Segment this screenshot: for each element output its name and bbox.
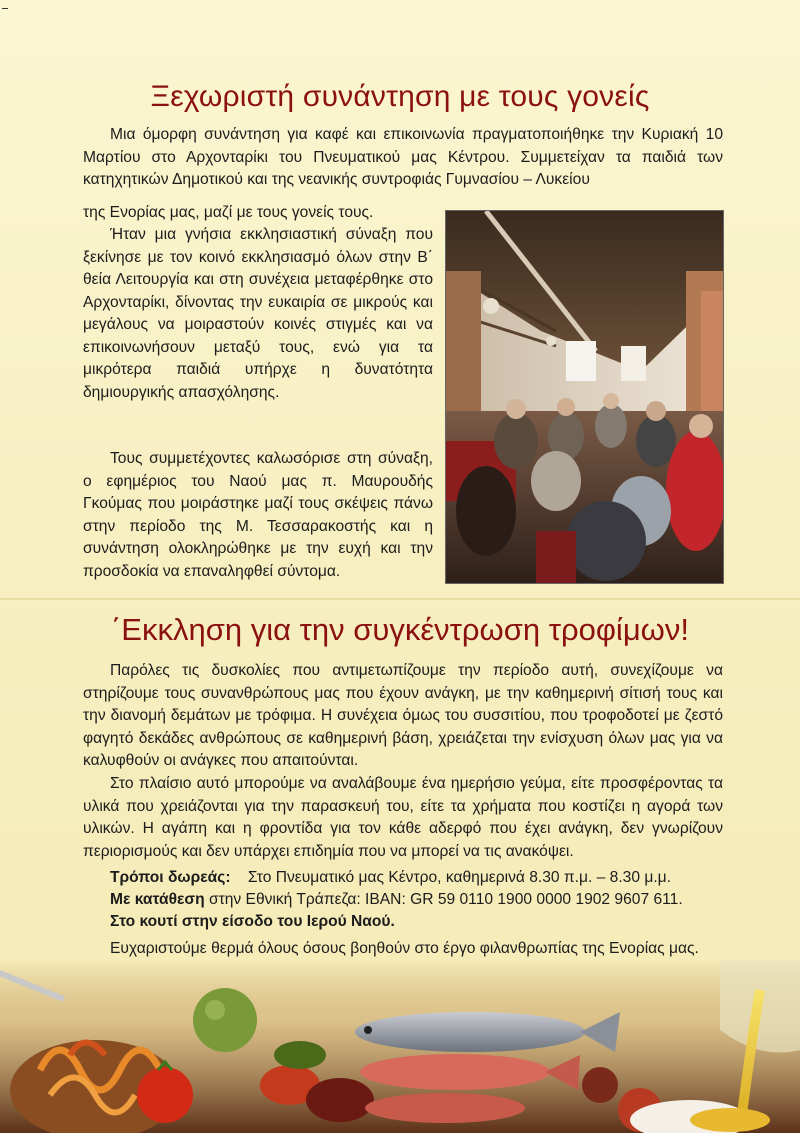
donation-methods-label: Τρόποι δωρεάς: [110,869,231,886]
deposit-label: Με κατάθεση [110,891,205,908]
food-collage-banner [0,960,800,1133]
article-intro: Μια όμορφη συνάντηση για καφέ και επικοινωνία πραγματοποιήθηκε την Κυριακή 10 Μαρτίου στο Αρχονταρίκι του Πνευματικού μας Κέντρου. Συμμετείχαν τα παιδιά των κατηχητικών Δημοτικού και της νεανικής συντροφιάς Γυμνασίου – Λυκείου [83,126,723,188]
deposit-line [110,889,683,911]
gathering-photo [445,210,724,584]
church-box-line: Στο κουτί στην είσοδο του Ιερού Ναού. [110,913,395,930]
deposit-text: στην Εθνική Τράπεζα: IBAN: GR 59 0110 1900 0000 1902 9607 611. [208,891,683,908]
donation-methods-line [110,867,671,889]
article-title-food-appeal: ΄Εκκληση για την συγκέντρωση τροφίμων! [110,612,689,647]
article-intro-end: της Ενορίας μας, μαζί με τους γονείς τους. [83,204,374,221]
appeal-paragraph-1: Παρόλες τις δυσκολίες που αντιμετωπίζουμε την περίοδο αυτή, συνεχίζουμε να στηρίζουμε τους συνανθρώπους μας που έχουν ανάγκη, με την καθημερινή σίτισή τους και την διανομή δεμάτων με τρόφιμα. Η συνέχεια όμως του συσσιτίου, που τροφοδοτεί με ζεστό φαγητό δεκάδες ανθρώπους σε καθημερινή βάση, χρειάζεται την ενίσχυση όλων μας για να καλυφθούν οι ανάγκες που απαιτούνται. [83,662,723,769]
donation-center-text: Στο Πνευματικό μας Κέντρο, καθημερινά 8.30 π.μ. – 8.30 μ.μ. [247,869,671,886]
article-title-meeting: Ξεχωριστή συνάντηση με τους γονείς [150,80,650,113]
article-paragraph-2: Ήταν μια γνήσια εκκλησιαστική σύναξη που ξεκίνησε με τον κοινό εκκλησιασμό όλων στην Β΄ θεία Λειτουργία και στη συνέχεια μεταφέρθηκε στο Αρχονταρίκι, δίνοντας την ευκαιρία σε μικρούς και μεγάλους να μοιραστούν κοινές στιγμές και να επικοινωνήσουν μεταξύ τους, ενώ για τα μικρότερα παιδιά υπήρχε η δυνατότητα δημιουργικής απασχόλησης. [83,226,433,401]
crop-mark [2,8,8,9]
article-paragraph-3: Τους συμμετέχοντες καλωσόρισε στη σύναξη, ο εφημέριος του Ναού μας π. Μαυρουδής Γκούμας που μοιράστηκε μαζί τους σκέψεις πάνω στην περίοδο της Μ. Τεσσαρακοστής και η συνάντηση ολοκληρώθηκε με την ευχή και την προσδοκία να επαναληφθεί σύντομα. [83,450,433,580]
section-divider [0,598,800,600]
appeal-paragraph-2: Στο πλαίσιο αυτό μπορούμε να αναλάβουμε ένα ημερήσιο γεύμα, είτε προσφέροντας τα υλικά που χρειάζονται για την παρασκευή του, είτε τα χρήματα που κοστίζει η αγορά των υλικών. Η αγάπη και η φροντίδα για τον κάθε αδερφό που έχει ανάγκη, δεν γνωρίζουν περιορισμούς και δεν υπάρχει επιδημία που να μπορεί να τις ανακόψει. [83,775,723,860]
thanks-line: Ευχαριστούμε θερμά όλους όσους βοηθούν στο έργο φιλανθρωπίας της Ενορίας μας. [110,940,699,957]
